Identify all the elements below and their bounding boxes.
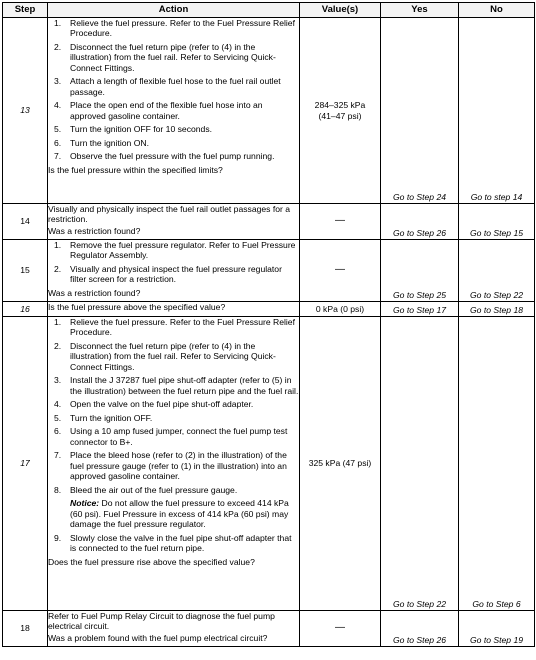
step-number: 15 [3,240,48,302]
action-step: 7. Observe the fuel pressure with the fuel pump running. [54,151,275,162]
yes-result: Go to Step 25 [381,240,459,302]
action-step: 5. Turn the ignition OFF. [54,412,153,423]
value-text: — [300,240,381,302]
action-step: 4. Place the open end of the flexible fuel hose into an approved gasoline container. [54,100,263,121]
step-number: 18 [3,611,48,647]
header-values: Value(s) [300,3,381,18]
header-yes: Yes [381,3,459,18]
table-row [3,204,535,240]
action-question: Was a restriction found? [48,225,141,236]
step-number: 16 [3,302,48,317]
no-result: Go to Step 15 [459,204,535,240]
action-step: 2. Visually and physical inspect the fuel pressure regulator filter screen for a restriction. [54,263,282,285]
header-row [3,3,535,18]
action-step: 3. Attach a length of flexible fuel hose to the fuel rail outlet passage. [54,76,281,97]
action-cell [48,204,300,240]
action-step: 2. Disconnect the fuel return pipe (refer to (4) in the illustration) from the fuel rail. Refer to Servicing Quick-Connect Fittings. [54,41,276,73]
table-row [3,302,535,317]
table-row [3,18,535,204]
action-step: 8. Bleed the air out of the fuel pressure gauge. [54,484,238,495]
action-cell [48,302,300,317]
yes-result: Go to Step 17 [381,302,459,317]
diagnostic-table-page [2,2,534,658]
action-step: 1. Remove the fuel pressure regulator. Refer to Fuel Pressure Regulator Assembly. [54,240,296,261]
notice-text: Do not allow the fuel pressure to exceed 414 kPa (60 psi). Fuel Pressure in excess of 414 kPa (60 psi) may damage the fuel pressure regulator. [70,498,289,530]
action-cell [48,317,300,611]
value-text: 325 kPa (47 psi) [300,317,381,611]
table-row [3,611,535,647]
yes-result: Go to Step 22 [381,317,459,611]
yes-result: Go to Step 26 [381,204,459,240]
step-number: 17 [3,317,48,611]
action-cell [48,18,300,204]
table-row [3,317,535,611]
action-step: 7. Place the bleed hose (refer to (2) in the illustration) of the fuel pressure gauge (refer to (1) in the illustration) into an approved gasoline container. [54,450,287,482]
table-row [3,240,535,302]
action-question: Is the fuel pressure above the specified value? [48,302,226,312]
action-cell [48,240,300,302]
action-step: 6. Turn the ignition ON. [54,137,149,148]
action-step: 3. Install the J 37287 fuel pipe shut-off adapter (refer to (5) in the illustration) between the fuel return pipe and the fuel rail. [54,375,299,396]
header-no: No [459,3,535,18]
action-step: 5. Turn the ignition OFF for 10 seconds. [54,124,213,135]
action-steps [48,18,299,162]
action-question: Was a problem found with the fuel pump electrical circuit? [48,632,268,643]
no-result: Go to Step 18 [459,302,535,317]
value-cell [300,18,381,204]
action-step: 1. Relieve the fuel pressure. Refer to the Fuel Pressure Relief Procedure. [54,317,295,338]
header-action: Action [48,3,300,18]
action-question: Was a restriction found? [48,287,141,298]
value-text: 284–325 kPa [314,100,366,111]
action-question: Is the fuel pressure within the specified limits? [48,164,223,175]
notice [48,498,299,529]
step-number: 13 [3,18,48,204]
value-text: — [300,204,381,240]
step-number: 14 [3,204,48,240]
action-cell [48,611,300,647]
no-result: Go to Step 6 [459,317,535,611]
value-text: (41–47 psi) [318,110,362,121]
header-step: Step [3,3,48,18]
action-step: 9. Slowly close the valve in the fuel pipe shut-off adapter that is connected to the fuel return pipe. [54,532,292,554]
action-step: 4. Open the valve on the fuel pipe shut-off adapter. [54,399,254,410]
action-steps [48,533,299,554]
yes-result: Go to Step 24 [381,18,459,204]
action-step: 2. Disconnect the fuel return pipe (refer to (4) in the illustration) from the fuel rail. Refer to Servicing Quick-Connect Fittings. [54,340,276,372]
notice-label: Notice: [70,498,100,509]
yes-result: Go to Step 26 [381,611,459,647]
action-text: Visually and physically inspect the fuel rail outlet passages for a restriction. [48,204,291,225]
action-step: 1. Relieve the fuel pressure. Refer to the Fuel Pressure Relief Procedure. [54,18,295,39]
no-result: Go to step 14 [459,18,535,204]
no-result: Go to Step 19 [459,611,535,647]
action-text: Refer to Fuel Pump Relay Circuit to diagnose the fuel pump electrical circuit. [48,611,275,632]
action-steps [48,317,299,495]
action-question: Does the fuel pressure rise above the specified value? [48,556,255,567]
action-step: 6. Using a 10 amp fused jumper, connect the fuel pump test connector to B+. [54,426,288,447]
no-result: Go to Step 22 [459,240,535,302]
action-steps [48,240,299,285]
value-text: — [300,611,381,647]
diagnostic-table [2,2,535,647]
value-text: 0 kPa (0 psi) [300,302,381,317]
